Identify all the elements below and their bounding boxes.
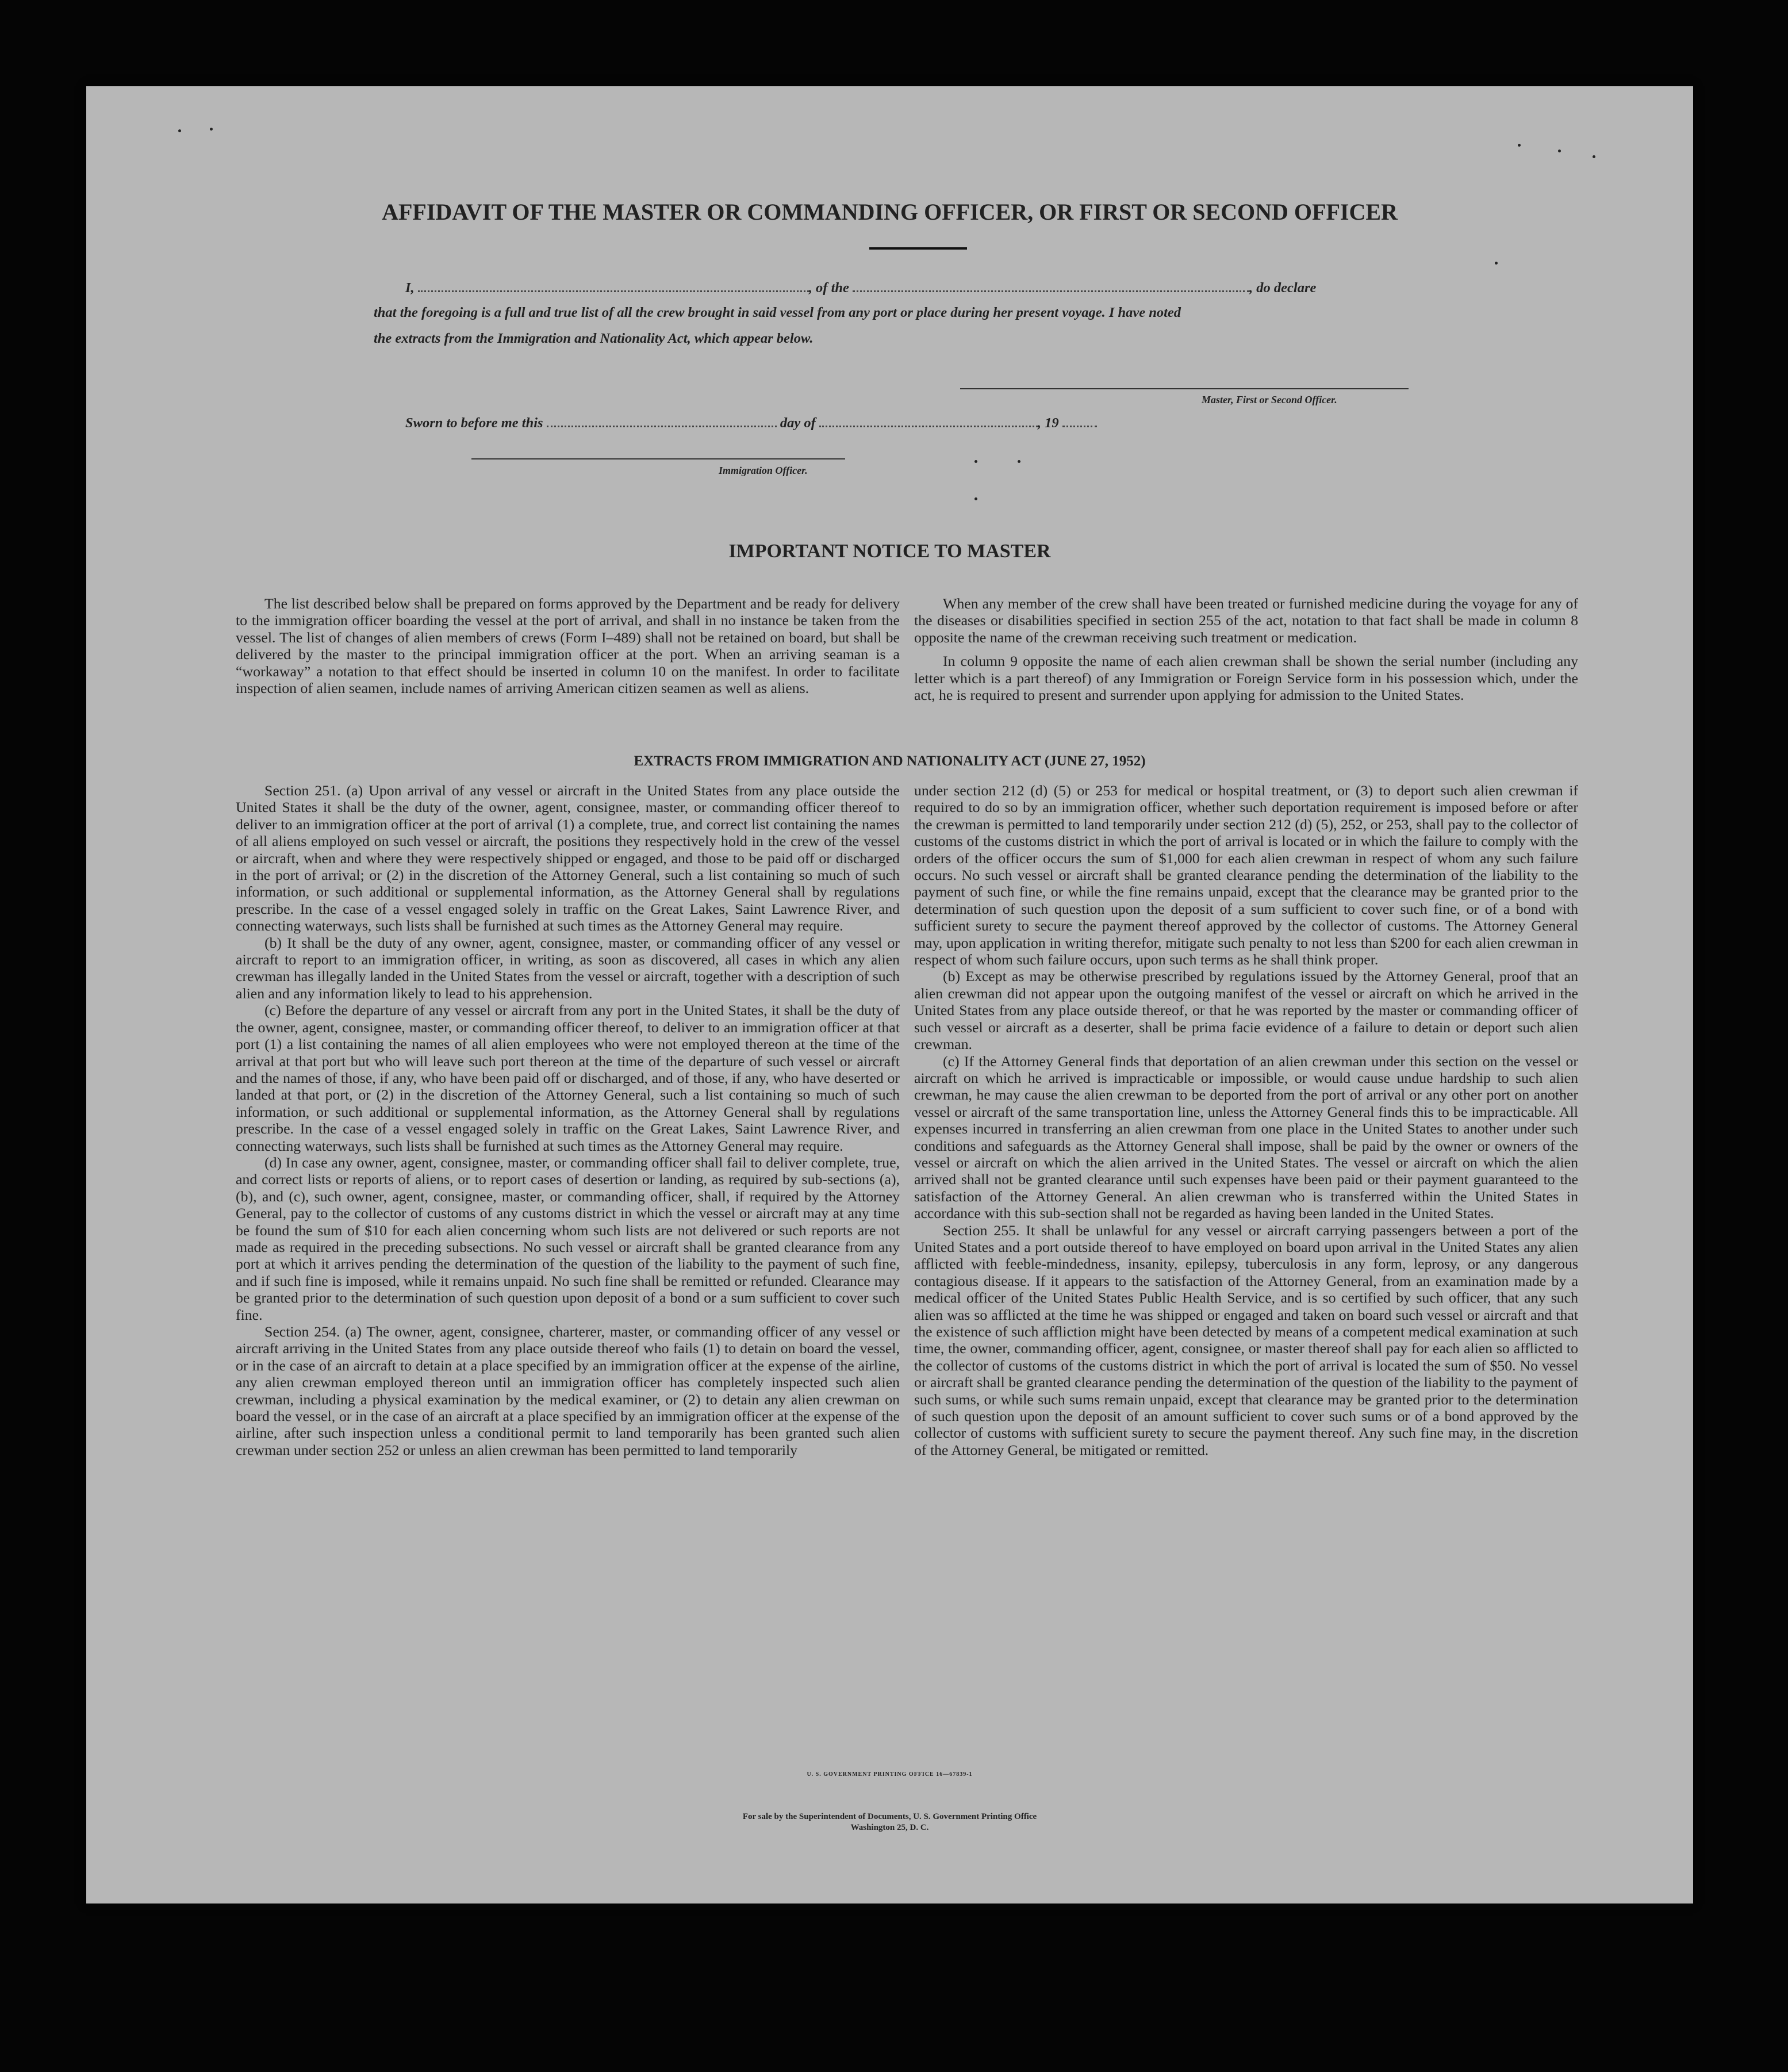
vessel-field[interactable] — [853, 279, 1249, 292]
extracts-left-column — [236, 782, 900, 1458]
scan-speck — [1518, 144, 1521, 147]
extract-section-254b: (b) Except as may be otherwise prescribed by regulations issued by the Attorney General, proof that an alien crewman did not appear upon the outgoing manifest of the vessel or aircraft on which he arrived in the United States from any place outside thereof, or that he was reported by the master or commanding officer of such vessel or aircraft as a deserter, shall be prima facie evidence of a failure to detain or deport such alien crewman. — [914, 968, 1578, 1053]
extract-section-254a: Section 254. (a) The owner, agent, consignee, charterer, master, or commanding officer of any vessel or aircraft arriving in the United States from any place outside thereof who fails (1) to detain on board the vessel, or in the case of an aircraft to detain at a place specified by an immigration officer at the expense of the airline, any alien crewman employed thereon until an immigration officer has completely inspected such alien crewman, including a physical examination by the medical examiner, or (2) to detain any alien crewman on board the vessel, or in the case of an aircraft at a place specified by an immigration officer at the expense of the airline, after such inspection unless a conditional permit to land temporarily has been granted such alien crewman under section 252 or unless an alien crewman has been permitted to land temporarily — [236, 1323, 900, 1458]
extract-section-251b: (b) It shall be the duty of any owner, agent, consignee, master, or commanding officer of any vessel or aircraft to report to an immigration officer, in writing, as soon as discovered, all cases in which any alien crewman has illegally landed in the United States from the vessel or aircraft, together with a description of such alien and any information likely to lead to his apprehension. — [236, 934, 900, 1002]
notice-left-column — [236, 595, 900, 696]
scan-speck — [1495, 262, 1498, 265]
master-signature-line[interactable] — [960, 388, 1409, 389]
affidavit-title: AFFIDAVIT OF THE MASTER OR COMMANDING OFFICER, OR FIRST OR SECOND OFFICER — [382, 199, 1398, 225]
declaration-statement-2: the extracts from the Immigration and Nationality Act, which appear below. — [374, 331, 814, 346]
notice-right-paragraph-1: When any member of the crew shall have been treated or furnished medicine during the voyage for any of the diseases or disabilities specified in section 255 of the act, notation to that fact shall be made in column 8 opposite the name of the crewman receiving such treatment or medication. — [914, 595, 1578, 646]
extract-section-254a-continued: under section 212 (d) (5) or 253 for medical or hospital treatment, or (3) to deport such alien crewman if required to do so by an immigration officer, whether such deportation requirement is imposed before or after the crewman is permitted to land temporarily under section 212 (d) (5), 252, or 253, shall pay to the collector of customs of the customs district in which the port of arrival is located or in which the failure to comply with the orders of the officer occurs the sum of $1,000 for each alien crewman in respect of whom any such failure occurs. No such vessel or aircraft shall be granted clearance pending the determination of the liability to the payment of such fine, or while the fine remains unpaid, except that the clearance may be granted prior to the determination of such question upon the deposit of a sum sufficient to cover such fine, or of a bond with sufficient surety to secure the payment thereof approved by the collector of customs. The Attorney General may, upon application in writing therefor, mitigate such penalty to not less than $200 for each alien crewman in respect of whom such failure occurs, upon such terms as he shall think proper. — [914, 782, 1578, 968]
sworn-line — [405, 414, 1325, 431]
scan-speck — [1558, 150, 1561, 152]
extracts-heading: EXTRACTS FROM IMMIGRATION AND NATIONALITY ACT (JUNE 27, 1952) — [634, 753, 1146, 769]
notice-left-paragraph: The list described below shall be prepared on forms approved by the Department and be ready for delivery to the immigration officer boarding the vessel at the port of arrival, and shall in no instance be taken from the vessel. The list of changes of alien members of crews (Form I–489) shall not be retained on board, but shall be delivered by the master to the principal immigration officer at the port. When an arriving seaman is a “workaway” a notation to that effect should be inserted in column 10 on the manifest. In order to facilitate inspection of alien seamen, include names of arriving American citizen seamen as well as aliens. — [236, 595, 900, 697]
document-page — [86, 86, 1693, 1904]
extract-section-251c: (c) Before the departure of any vessel or aircraft from any port in the United States, it shall be the duty of the owner, agent, consignee, master, or commanding officer thereof, to deliver to an immigration officer at that port (1) a list containing the names of all alien employees who were not employed thereon at the time of the arrival at that port but who will leave such port thereon at the time of the departure of such vessel or aircraft and the names of those, if any, who have been paid off or discharged, and of those, if any, who have deserted or landed at that port, or (2) in the discretion of the Attorney General, such a list containing so much of such information, or such additional or supplemental information, as the Attorney General shall by regulations prescribe. In the case of a vessel engaged solely in traffic on the Great Lakes, Saint Lawrence River, and connecting waterways, such lists shall be furnished at such times as the Attorney General may require. — [236, 1002, 900, 1154]
notice-right-paragraph-2: In column 9 opposite the name of each alien crewman shall be shown the serial number (including any letter which is a part thereof) of any Immigration or Foreign Service form in his possession which, under the act, he is required to present and surrender upon applying for admission to the United States. — [914, 653, 1578, 704]
of-the-label: , of the — [808, 280, 849, 296]
sale-notice-line-1: For sale by the Superintendent of Documents, U. S. Government Printing Office — [742, 1812, 1037, 1821]
sworn-label: Sworn to before me this — [405, 415, 543, 431]
name-field[interactable] — [418, 279, 809, 292]
sworn-day-field[interactable] — [547, 414, 777, 427]
title-rule — [869, 247, 967, 250]
sale-notice-line-2: Washington 25, D. C. — [850, 1823, 929, 1832]
extract-section-254c: (c) If the Attorney General finds that deportation of an alien crewman under this section on the vessel or aircraft on which he arrived is impracticable or impossible, or would cause undue hardship to such alien crewman, he may cause the alien crewman to be deported from the port of arrival or any other port on another vessel or aircraft of the same transportation line, unless the Attorney General finds this to be impracticable. All expenses incurred in transferring an alien crewman from one place in the United States to another under such conditions and safeguards as the Attorney General shall impose, shall be paid by the owner or owners of the vessel or aircraft on which the alien arrived in the United States. The vessel or aircraft on which the alien arrived shall not be granted clearance until such expenses have been paid or their payment guaranteed to the satisfaction of the Attorney General. An alien crewman who is transferred within the United States in accordance with this sub-section shall not be regarded as having been landed in the United States. — [914, 1052, 1578, 1222]
i-label: I, — [405, 280, 415, 296]
extract-section-251d: (d) In case any owner, agent, consignee, master, or commanding officer shall fail to deliver complete, true, and correct lists or reports of aliens, or to report cases of desertion or landing, as required by sub-sections (a), (b), and (c), such owner, agent, consignee, master, or commanding officer, shall, if required by the Attorney General, pay to the collector of customs of any customs district in which the vessel or aircraft may at any time be found the sum of $10 for each alien concerning whom such lists are not delivered or such reports are not made as required in the preceding subsections. No such vessel or aircraft shall be granted clearance from any port at which it arrives pending the determination of the question of the liability to the payment of such fine, and if such fine is imposed, while it remains unpaid. No such fine shall be remitted or refunded. Clearance may be granted prior to the determination of such question upon deposit of a bond or a sum sufficient to cover such fine. — [236, 1154, 900, 1323]
sale-notice — [86, 1811, 1693, 1833]
sworn-month-field[interactable] — [819, 414, 1038, 427]
declaration-line — [405, 279, 1498, 296]
extract-section-255: Section 255. It shall be unlawful for any vessel or aircraft carrying passengers between a port of the United States and a port outside thereof to have employed on board upon arrival in the United States any alien afflicted with feeble-mindedness, insanity, epilepsy, tuberculosis in any form, leprosy, or any dangerous contagious disease. If it appears to the satisfaction of the Attorney General, from an examination made by a medical officer of the United States Public Health Service, and is so certified by such officer, that any such alien was so afflicted at the time he was shipped or engaged and taken on board such vessel or aircraft and that the existence of such affliction might have been detected by means of a competent medical examination at such time, the owner, commanding officer, agent, consignee, or master thereof shall pay for each alien so afflicted to the collector of customs of the customs district in which the port of arrival is located the sum of $50. No vessel or aircraft shall be granted clearance pending the determination of the question of the liability to the payment of such sums, or while such sums remain unpaid, except that clearance may be granted prior to the determination of such question upon the deposit of an amount sufficient to cover such sums or of a bond approved by the collector of customs with sufficient surety to secure the payment thereof. Any such fine may, in the discretion of the Attorney General, be mitigated or remitted. — [914, 1221, 1578, 1458]
declare-label: , do declare — [1249, 280, 1317, 296]
extracts-right-column — [914, 782, 1578, 1458]
sworn-year-field[interactable] — [1062, 414, 1097, 427]
day-of-label: day of — [780, 415, 816, 431]
year-label: , 19 — [1037, 415, 1059, 431]
scan-speck — [210, 128, 213, 131]
notice-right-column — [914, 595, 1578, 703]
scan-speck — [974, 497, 977, 500]
declaration-statement-1: that the foregoing is a full and true list of all the crew brought in said vessel from any port or place during her present voyage. I have noted — [374, 305, 1181, 320]
immigration-officer-signature-line[interactable] — [471, 458, 845, 459]
extract-section-251a: Section 251. (a) Upon arrival of any vessel or aircraft in the United States from any place outside the United States it shall be the duty of the owner, agent, consignee, master, or commanding officer thereof to deliver to an immigration officer at the port of arrival (1) a complete, true, and correct list containing the names of all aliens employed on such vessel or aircraft, the positions they respectively hold in the crew of the vessel or aircraft, when and where they were respectively shipped or engaged, and those to be paid off or discharged in the port of arrival; or (2) in the discretion of the Attorney General, such a list containing so much of such information, or such additional or supplemental information, as the Attorney General shall by regulations prescribe. In the case of a vessel engaged solely in traffic on the Great Lakes, Saint Lawrence River, and connecting waterways, such lists shall be furnished at such times as the Attorney General may require. — [236, 782, 900, 934]
notice-heading: IMPORTANT NOTICE TO MASTER — [728, 541, 1051, 562]
master-signature-caption: Master, First or Second Officer. — [1202, 394, 1337, 405]
immigration-officer-caption: Immigration Officer. — [719, 465, 808, 476]
scan-speck — [1593, 155, 1595, 158]
scan-speck — [974, 460, 977, 463]
scan-speck — [1018, 460, 1020, 463]
printing-office-line: U. S. GOVERNMENT PRINTING OFFICE 16—67839-1 — [807, 1771, 973, 1778]
scan-speck — [178, 129, 181, 132]
